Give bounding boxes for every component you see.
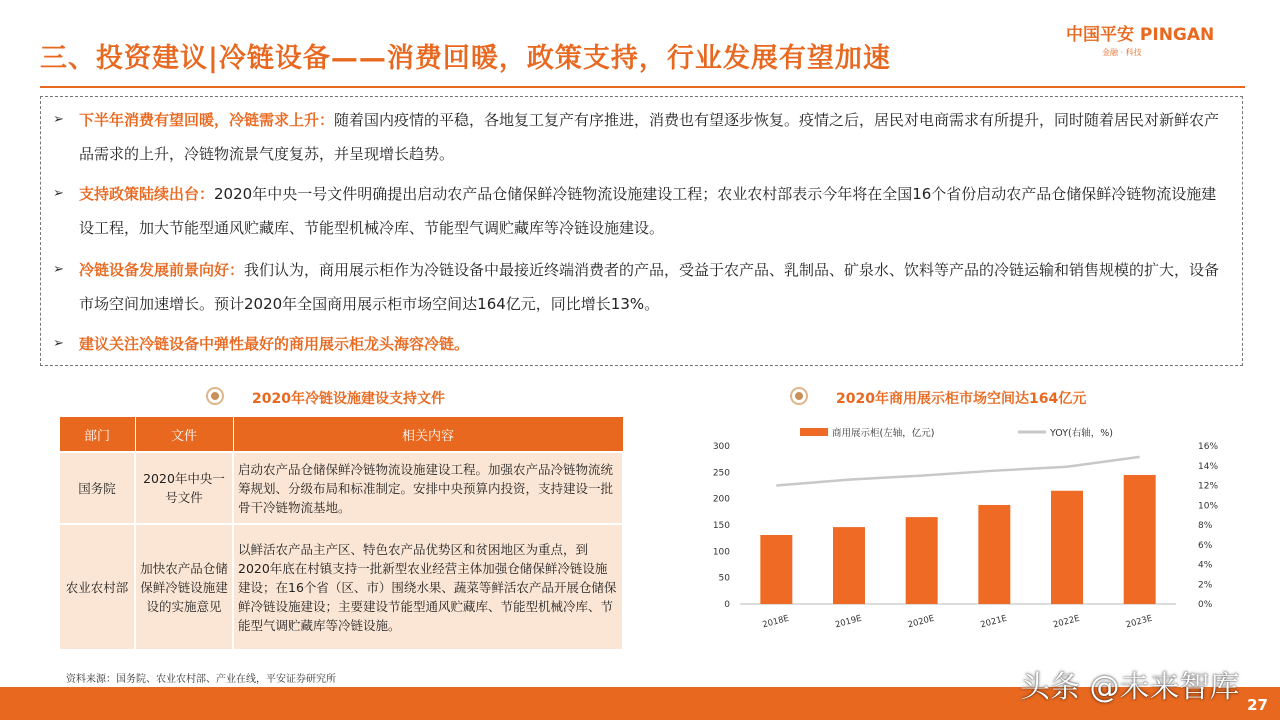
bullet-recommendation: [53, 327, 1226, 361]
cell-content: 以鲜活农产品主产区、特色农产品优势区和贫困地区为重点，到2020年底在村镇支持一批新型农业经营主体加强仓储保鲜冷链设施建设；在16个省（区、市）围绕水果、蔬菜等鲜活农产品开展仓储保鲜冷链设施建设；主要建设节能型通风贮藏库、节能型机械冷库、节能型气调贮藏库等冷链设施。: [233, 524, 623, 650]
y-right-tick-label: 10%: [1198, 501, 1219, 512]
x-tick-label: 2022E: [1052, 613, 1081, 631]
bar-2018E: [760, 535, 792, 604]
x-tick-label: 2018E: [761, 613, 791, 631]
bullet-text: 2020年中央一号文件明确提出启动农产品仓储保鲜冷链物流设施建设工程；农业农村部表示今年将在全国16个省份启动农产品仓储保鲜冷链物流设施建设工程，加大节能型通风贮藏库、节能型机械冷库、节能型气调贮藏库等冷链设施建设。: [79, 185, 1217, 237]
y-right-tick-label: 2%: [1198, 580, 1213, 591]
y-right-tick-label: 8%: [1198, 521, 1213, 531]
chart-legend: [800, 427, 1113, 439]
x-tick-label: 2023E: [1124, 613, 1154, 631]
bullet-highlight: 建议关注冷链设备中弹性最好的商用展示柜龙头海容冷链。: [79, 335, 470, 353]
page-number: 27: [1247, 696, 1268, 714]
bullet-highlight: 支持政策陆续出台：: [79, 185, 215, 203]
arrow-bullet-icon: ➢: [53, 336, 64, 351]
bullet-text: 随着国内疫情的平稳，各地复工复产有序推进，消费也有望逐步恢复。疫情之后，居民对电商需求有所提升，同时随着居民对新鲜农产品需求的上升，冷链物流景气度复苏，并呈现增长趋势。: [79, 111, 1220, 163]
table-header-row: [59, 417, 623, 453]
x-tick-label: 2020E: [906, 613, 936, 631]
y-right-tick-label: 4%: [1198, 560, 1213, 571]
legend-bar-label: 商用展示柜(左轴，亿元): [832, 428, 935, 439]
col-header-dept: 部门: [59, 417, 135, 453]
bar-2022E: [1051, 491, 1083, 604]
bar-2020E: [906, 517, 938, 604]
y-left-tick-label: 250: [712, 468, 730, 479]
bullet-policy: [53, 177, 1226, 245]
chart-heading: 2020年商用展示柜市场空间达164亿元: [836, 391, 1087, 407]
logo-text: 中国平安 PINGAN: [1066, 25, 1215, 45]
section-bullet-icon: [206, 387, 224, 405]
cell-dept: 国务院: [59, 452, 135, 524]
policy-table: [58, 416, 624, 651]
y-left-tick-label: 150: [712, 521, 730, 531]
x-tick-label: 2019E: [834, 613, 863, 631]
section-bullet-icon: [790, 387, 808, 405]
bullet-consumption: [53, 103, 1226, 171]
x-tick-label: 2021E: [979, 613, 1009, 631]
y-left-tick-label: 100: [712, 547, 730, 558]
table-row: [59, 524, 623, 650]
legend-line-label: YOY(右轴，%): [1050, 428, 1113, 439]
bar-2019E: [833, 527, 865, 604]
y-left-tick-label: 300: [712, 442, 730, 452]
bar-2023E: [1124, 475, 1156, 604]
arrow-bullet-icon: ➢: [53, 262, 64, 277]
title-divider: [40, 86, 1245, 88]
bullet-text: 我们认为，商用展示柜作为冷链设备中最接近终端消费者的产品，受益于农产品、乳制品、矿泉水、饮料等产品的冷链运输和销售规模的扩大，设备市场空间加速增长。预计2020年全国商用展示柜市场空间达164亿元，同比增长13%。: [79, 261, 1220, 313]
table-row: [59, 452, 623, 524]
table-heading: 2020年冷链设施建设支持文件: [252, 391, 445, 407]
y-right-tick-label: 12%: [1198, 481, 1219, 492]
col-header-content: 相关内容: [233, 417, 623, 453]
bullet-outlook: [53, 253, 1226, 321]
y-left-tick-label: 50: [718, 573, 730, 584]
page-title: 三、投资建议|冷链设备——消费回暖，政策支持，行业发展有望加速: [40, 43, 891, 74]
chart-line: [776, 457, 1139, 486]
col-header-doc: 文件: [135, 417, 233, 453]
legend-bar-swatch: [800, 428, 828, 436]
y-left-tick-label: 0: [724, 600, 730, 610]
cell-doc: 加快农产品仓储保鲜冷链设施建设的实施意见: [135, 524, 233, 650]
y-right-tick-label: 14%: [1198, 461, 1219, 472]
source-note: 资料来源：国务院、农业农村部、产业在线，平安证券研究所: [66, 674, 336, 685]
bullet-highlight: 冷链设备发展前景向好：: [79, 261, 245, 279]
bullet-highlight: 下半年消费有望回暖，冷链需求上升：: [79, 111, 335, 129]
logo-tagline: 金融 · 科技: [1102, 48, 1142, 57]
yoy-line: [776, 457, 1139, 486]
arrow-bullet-icon: ➢: [53, 112, 64, 127]
cell-dept: 农业农村部: [59, 524, 135, 650]
y-right-tick-label: 0%: [1198, 600, 1213, 610]
cell-doc: 2020年中央一号文件: [135, 452, 233, 524]
y-right-tick-label: 16%: [1198, 442, 1219, 452]
y-left-tick-label: 200: [712, 494, 730, 505]
key-points-box: [40, 96, 1243, 366]
watermark: 头条 @未来智库: [1020, 670, 1240, 705]
market-size-chart: [700, 418, 1240, 640]
cell-content: 启动农产品仓储保鲜冷链物流设施建设工程。加强农产品冷链物流统筹规划、分级布局和标准制定。安排中央预算内投资，支持建设一批骨干冷链物流基地。: [233, 452, 623, 524]
y-right-tick-label: 6%: [1198, 540, 1213, 551]
chart-bars: [760, 475, 1155, 604]
pingan-logo: [1066, 20, 1214, 58]
arrow-bullet-icon: ➢: [53, 186, 64, 201]
bar-2021E: [978, 505, 1010, 604]
